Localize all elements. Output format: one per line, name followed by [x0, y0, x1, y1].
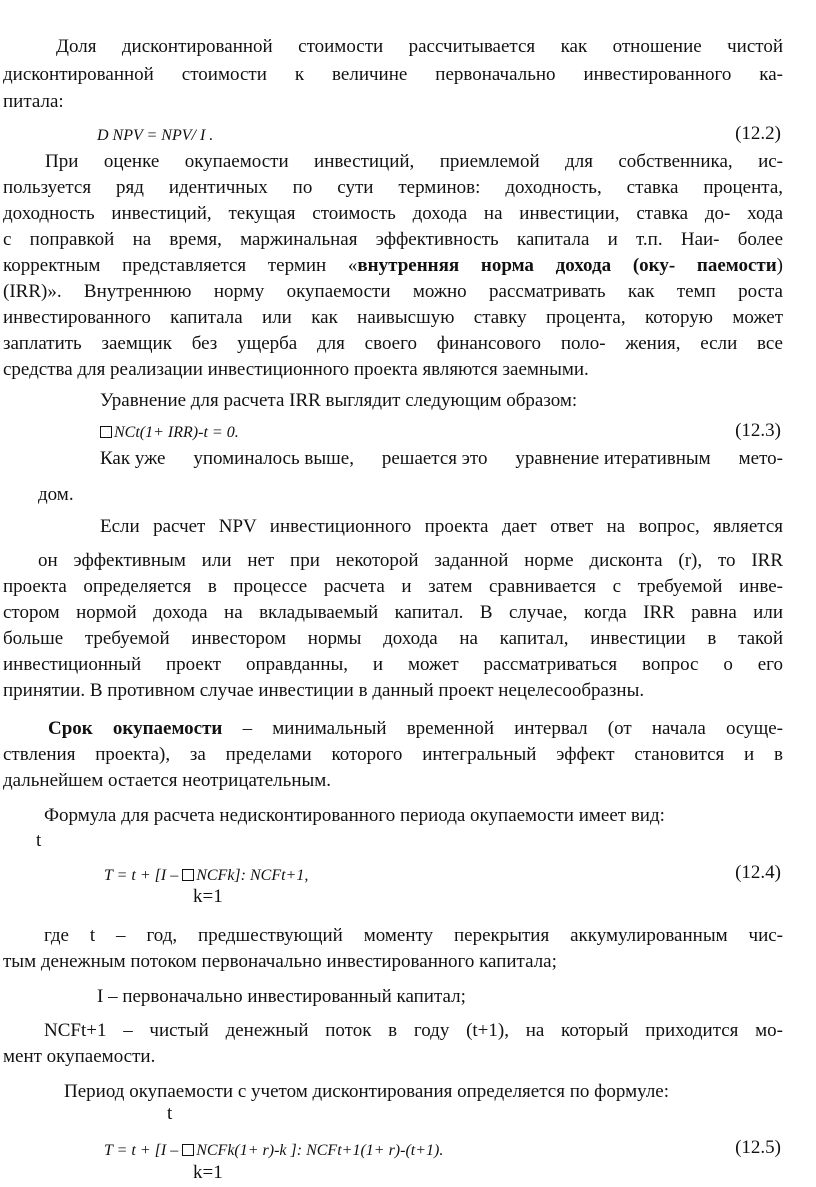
paragraph-2-line-3: доходность инвестиций, текущая стоимость дохода на инвестиции, ставка до- хода — [3, 203, 783, 224]
paragraph-8-line-1: где t – год, предшествующий моменту перекрытия аккумулированным чис- — [44, 925, 783, 946]
equation-number-12-5: (12.5) — [735, 1137, 781, 1158]
equation-12-4-lower-limit: k=1 — [193, 886, 223, 907]
paragraph-5-line-1: Если расчет NPV инвестиционного проекта дает ответ на вопрос, является — [100, 516, 783, 537]
paragraph-11-line-1: Период окупаемости с учетом дисконтирования определяется по формуле: — [64, 1081, 670, 1102]
paragraph-9-line-1: I – первоначально инвестированный капитал; — [97, 986, 466, 1007]
paragraph-6-line-2: ствления проекта), за пределами которого интегральный эффект становится и в — [3, 744, 783, 765]
paragraph-5-line-3: проекта определяется в процессе расчета и затем сравнивается с требуемой инве- — [3, 576, 783, 597]
equation-number-12-2: (12.2) — [735, 123, 781, 144]
paragraph-1-line-3: питала: — [3, 91, 64, 112]
paragraph-5-line-6: инвестиционный проект оправданны, и может рассматриваться вопрос о его — [3, 654, 783, 675]
paragraph-5-line-2: он эффективным или нет при некоторой заданной норме дисконта (r), то IRR — [38, 550, 783, 571]
paragraph-10-line-1: NCFt+1 – чистый денежный поток в году (t+1), на который приходится мо- — [44, 1020, 783, 1041]
sum-symbol-icon — [100, 426, 112, 438]
paragraph-2-line-9: средства для реализации инвестиционного проекта являются заемными. — [3, 359, 589, 380]
paragraph-8-line-2: тым денежным потоком первоначально инвестированного капитала; — [3, 951, 557, 972]
paragraph-4-line-1 — [100, 446, 783, 472]
paragraph-4-word-2: упоминалось выше, — [193, 448, 354, 469]
paragraph-7-line-1: Формула для расчета недисконтированного периода окупаемости имеет вид: — [44, 805, 665, 826]
equation-12-5 — [104, 1138, 664, 1164]
paragraph-2-line-5-pre: корректным представляется термин « — [3, 255, 358, 276]
equation-12-4-part-b: NCFk]: NCFt+1, — [196, 867, 309, 884]
paragraph-10-line-2: мент окупаемости. — [3, 1046, 156, 1067]
paragraph-4-word-1: Как уже — [100, 448, 166, 469]
paragraph-1-line-1: Доля дисконтированной стоимости рассчитывается как отношение чистой — [56, 36, 783, 57]
sum-symbol-icon — [182, 1144, 194, 1156]
paragraph-2-line-6: (IRR)». Внутреннюю норму окупаемости можно рассматривать как темп роста — [3, 281, 783, 302]
paragraph-6-line-1 — [48, 716, 783, 742]
paragraph-4-word-4: уравнение итеративным — [515, 448, 711, 469]
equation-12-4-part-a: T = t + [I – — [104, 867, 179, 884]
paragraph-4-word-3: решается это — [381, 448, 488, 469]
paragraph-2-line-5 — [3, 253, 783, 279]
term-irr-bold: внутренняя норма дохода (оку- паемости — [357, 255, 777, 276]
paragraph-6-line-1-rest: – минимальный временной интервал (от начала осуще- — [222, 718, 783, 739]
paragraph-4-word-5: мето- — [738, 448, 783, 469]
paragraph-2-line-4: с поправкой на время, маржинальная эффективность капитала и т.п. Наи- более — [3, 229, 783, 250]
equation-12-5-lower-limit: k=1 — [193, 1162, 223, 1183]
term-payback-period-bold: Срок окупаемости — [48, 718, 223, 739]
equation-12-4-upper-limit: t — [36, 830, 42, 851]
equation-12-3-text: NCt(1+ IRR)-t = 0. — [114, 424, 239, 441]
equation-12-5-part-a: T = t + [I – — [104, 1142, 179, 1159]
paragraph-2-line-1: При оценке окупаемости инвестиций, приемлемой для собственника, ис- — [45, 151, 783, 172]
equation-number-12-4: (12.4) — [735, 862, 781, 883]
equation-12-2: D NPV = NPV/ I . — [97, 127, 214, 144]
paragraph-4-line-2: дом. — [38, 484, 74, 505]
equation-number-12-3: (12.3) — [735, 420, 781, 441]
paragraph-2-line-5-post: ) — [776, 255, 783, 276]
paragraph-6-line-3: дальнейшем остается неотрицательным. — [3, 770, 332, 791]
paragraph-1-line-2: дисконтированной стоимости к величине первоначально инвестированного ка- — [3, 64, 783, 85]
paragraph-2-line-7: инвестированного капитала или как наивысшую ставку процента, которую может — [3, 307, 783, 328]
equation-12-5-upper-limit: t — [167, 1103, 173, 1124]
paragraph-5-line-7: принятии. В противном случае инвестиции в данный проект нецелесообразны. — [3, 680, 645, 701]
paragraph-2-line-2: пользуется ряд идентичных по сути терминов: доходность, ставка процента, — [3, 177, 783, 198]
sum-symbol-icon — [182, 869, 194, 881]
equation-12-4 — [104, 863, 504, 889]
paragraph-2-line-8: заплатить заемщик без ущерба для своего финансового поло- жения, если все — [3, 333, 783, 354]
paragraph-5-line-5: больше требуемой инвестором нормы дохода на капитал, инвестиции в такой — [3, 628, 783, 649]
equation-12-3 — [100, 420, 400, 446]
equation-12-5-part-b: NCFk(1+ r)-k ]: NCFt+1(1+ r)-(t+1). — [196, 1142, 444, 1159]
paragraph-5-line-4: стором нормой дохода на вкладываемый капитал. В случае, когда IRR равна или — [3, 602, 783, 623]
paragraph-3-line-1: Уравнение для расчета IRR выглядит следующим образом: — [100, 390, 578, 411]
